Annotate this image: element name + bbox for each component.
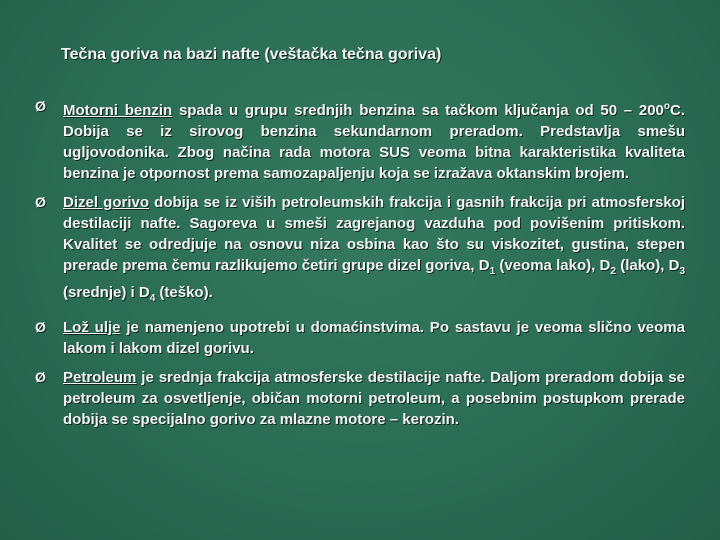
term-dizel-gorivo: Dizel gorivo <box>63 194 149 211</box>
bullet-text-d1: (veoma lako), D <box>495 257 611 274</box>
subscript-d3: 3 <box>679 266 685 277</box>
bullet-text: je namenjeno upotrebi u domaćinstvima. Po sastavu je veoma slično veoma lakom i lakom dizel gorivu. <box>63 319 685 357</box>
arrow-bullet-icon: Ø <box>35 369 46 385</box>
bullet-petroleum <box>35 367 685 430</box>
bullet-text: spada u grupu srednjih benzina sa tačkom ključanja od 50 – 200 <box>172 102 664 119</box>
bullet-text-cont: C. Dobija se iz sirovog benzina sekundarnom preradom. Predstavlja smešu ugljovodonika. Zbog načina rada motora SUS veoma bitna karakteristika kvaliteta benzina je otpornost prema samozapaljenju koja se izražava oktanskim brojem. <box>63 102 685 182</box>
bullet-list <box>35 96 685 438</box>
bullet-text-d4: (teško). <box>155 284 213 301</box>
arrow-bullet-icon: Ø <box>35 194 46 210</box>
bullet-text-d3: (srednje) i D <box>63 284 150 301</box>
arrow-bullet-icon: Ø <box>35 319 46 335</box>
degree-superscript: o <box>663 101 670 112</box>
bullet-text: dobija se iz viših petroleumskih frakcija i gasnih frakcija pri atmosferskoj destilaciji nafte. Sagoreva u smeši zagrejanog vazduha pod povišenim pritiskom. Kvalitet se odredjuje na osnovu niza osbina kao što su viskozitet, gustina, stepen prerade prema čemu razlikujemo četiri grupe dizel goriva, D <box>63 194 685 274</box>
bullet-text: je srednja frakcija atmosferske destilacije nafte. Daljom preradom dobija se petroleum za osvetljenje, običan motorni petroleum, a posebnim postupkom prerade dobija se specijalno gorivo za mlazne motore – kerozin. <box>63 369 685 428</box>
bullet-loz-ulje <box>35 317 685 359</box>
bullet-motorni-benzin <box>35 96 685 184</box>
bullet-text-d2: (lako), D <box>615 257 680 274</box>
term-motorni-benzin: Motorni benzin <box>63 102 173 119</box>
term-petroleum: Petroleum <box>63 369 137 386</box>
subscript-d4: 4 <box>149 293 156 304</box>
subscript-d2: 2 <box>610 266 616 277</box>
slide-title: Tečna goriva na bazi nafte (veštačka tečna goriva) <box>61 46 442 63</box>
term-loz-ulje: Lož ulje <box>63 319 121 336</box>
bullet-dizel-gorivo <box>35 192 685 309</box>
subscript-d1: 1 <box>489 266 496 277</box>
arrow-bullet-icon: Ø <box>35 98 46 114</box>
